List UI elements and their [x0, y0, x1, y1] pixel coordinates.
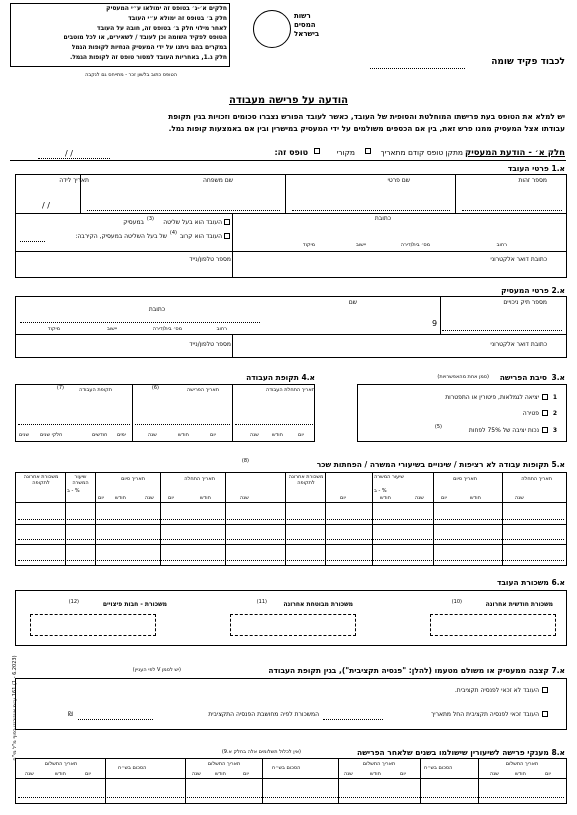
instruction-line-6: חלק ג.1, באחריות העובד למסור טופס זה לקופות הגמל.: [69, 54, 227, 61]
addressee-line: [370, 68, 465, 69]
instruction-line-1: חלקים א׳-ג׳ בטופס זה ימולאו ע״י המעסיק: [106, 5, 227, 12]
section-a7-note: (יש לסמן V לפי העניין): [132, 667, 181, 673]
last-name-field[interactable]: [87, 210, 280, 211]
relation-field[interactable]: [20, 241, 45, 242]
reason-2-checkbox[interactable]: [542, 410, 548, 416]
a8-year-3: שנה: [192, 771, 201, 777]
reason-2-num: 2: [552, 410, 557, 417]
a5-day-2: יום: [340, 495, 346, 501]
a8-year-2: שנה: [344, 771, 353, 777]
relative-label: העובד הוא קרוב: [179, 233, 222, 240]
a6-severance-label: משכורת - חבות פיצויים: [102, 601, 167, 608]
a4-period-ref: (7): [56, 385, 64, 391]
a5-day-1: יום: [441, 495, 447, 501]
a8-payment-date-3: תאריך התשלום: [207, 761, 241, 767]
a6-severance-field[interactable]: [30, 614, 156, 636]
a5-salary-label-2: משכורת אחרונה לתקופה: [23, 474, 59, 486]
a5-month-1: חודש: [470, 495, 481, 501]
a5-rate-unit-2: % - ב: [67, 488, 80, 494]
a4-period-years: שנים: [19, 432, 29, 438]
a5-rate-label-1: שיעור המשרה: [374, 474, 404, 480]
section-a1-title: א.1 פרטי העובד: [507, 164, 565, 173]
label-address: כתובת: [374, 215, 391, 222]
logo-text-3: בישראל: [294, 30, 320, 38]
corrects-date-field[interactable]: [38, 158, 110, 159]
label-city: יישוב: [355, 242, 366, 248]
a5-rate-label-2: שיעור המשרה: [72, 474, 89, 486]
a7-option2-salary-label: המשכורת לפיה מחושבת הפנסיה התקציבית: [208, 711, 319, 718]
label-id-number: מספר זהות: [518, 177, 547, 184]
reason-2-label: פטירה: [522, 410, 539, 417]
a8-payment-date-2: תאריך התשלום: [362, 761, 396, 767]
a4-period-days: ימים: [117, 432, 126, 438]
a4-start-day: יום: [298, 432, 304, 438]
original-label: מקורי: [336, 148, 355, 157]
a5-month-2: חודש: [380, 495, 391, 501]
a7-option1-checkbox[interactable]: [542, 687, 548, 693]
corrects-checkbox[interactable]: [365, 148, 371, 154]
a4-start-label: תאריך התחלת העבודה: [265, 387, 315, 393]
label-a2-email: כתובת דואר אלקטרוני: [490, 341, 547, 348]
relative-suffix: של בעל השליטה במעסיק, הקירבה:: [75, 233, 167, 240]
section-a8-note: (אין לכלול תשלומים אלה בחלק א.9): [221, 749, 301, 755]
label-deductions-file: מספר תיק ניכויים: [503, 299, 547, 306]
label-birth-date: תאריך לידה: [59, 177, 89, 184]
a8-year-1: שנה: [490, 771, 499, 777]
a4-start-field[interactable]: [235, 424, 313, 425]
label-a2-house: מס׳ בית/דירה: [152, 326, 182, 332]
label-first-name: שם פרטי: [387, 177, 410, 184]
section-a4-title: א.4 תקופת העבודה: [246, 373, 315, 382]
section-a8-title: א.8 מענקי פרישה לשיעורין שישולמו בשנים שלאחר הפרישה: [357, 748, 565, 757]
a6-last-insured-ref: (11): [256, 599, 267, 605]
a7-currency: ₪: [68, 711, 73, 718]
tax-authority-logo: [253, 10, 291, 48]
corrects-label: מתקן טופס קודם מתאריך: [380, 148, 463, 157]
instruction-line-4: הטופס לפקיד השומה וכן לעובד / לשאירים, או לכל מוטבים: [63, 34, 227, 41]
a6-last-insured-field[interactable]: [230, 614, 356, 636]
reason-3-ref: (5): [434, 424, 442, 430]
logo-text-2: המסים: [294, 21, 316, 29]
a5-month-3: חודש: [200, 495, 211, 501]
a5-row-3[interactable]: [18, 560, 564, 561]
a7-option1-label: העובד לא זכאי לפנסיה תקציבית.: [454, 687, 539, 694]
relative-ref: (4): [169, 230, 177, 236]
section-a2-title: א.2 פרטי המעסיק: [501, 286, 565, 295]
a4-retire-year: שנה: [148, 432, 157, 438]
a4-retire-field[interactable]: [135, 424, 230, 425]
corrects-date-mask: / /: [65, 149, 73, 158]
reason-1-num: 1: [552, 394, 557, 401]
label-a2-phone: מספר טלפון/נייד: [189, 341, 231, 348]
a5-day-3: יום: [168, 495, 174, 501]
birth-date-mask: / /: [42, 201, 50, 210]
label-phone: מספר טלפון/נייד: [189, 256, 231, 263]
a5-year-2: שנה: [415, 495, 424, 501]
a8-year-4: שנה: [25, 771, 34, 777]
section-a5-title: א.5 תקופות עבודה לא רציפות / שינויים בשיעורי המשרה / הפחתות שכר: [316, 460, 565, 469]
part-a-title: חלק א׳ - הודעת המעסיק: [465, 148, 565, 158]
a8-month-3: חודש: [215, 771, 226, 777]
a8-day-1: יום: [545, 771, 551, 777]
form-type-label: טופס זה:: [274, 148, 308, 157]
a5-month-4: חודש: [115, 495, 126, 501]
section-a2-box: [15, 296, 567, 358]
reason-1-checkbox[interactable]: [542, 394, 548, 400]
section-a7-box: [15, 678, 567, 730]
reason-3-label: נכות יציבה של 75% לפחות: [468, 427, 539, 434]
a4-period-field[interactable]: [18, 424, 130, 425]
a6-last-monthly-label: משכורת חודשית אחרונה: [485, 601, 553, 608]
a4-start-year: שנה: [250, 432, 259, 438]
part-a-underline: [10, 160, 566, 161]
label-last-name: שם משפחה: [202, 177, 233, 184]
a7-option2-checkbox[interactable]: [542, 711, 548, 717]
a7-salary-field[interactable]: [78, 719, 153, 720]
a4-retire-day: יום: [210, 432, 216, 438]
a7-option2-label: העובד זכאי לפנסיה תקציבית החל מתאריך: [431, 711, 539, 718]
a6-last-monthly-field[interactable]: [430, 614, 556, 636]
a8-day-4: יום: [85, 771, 91, 777]
label-employer-address: כתובת: [148, 306, 165, 313]
in-employer-label: במעסיק: [123, 219, 144, 226]
a8-month-4: חודש: [55, 771, 66, 777]
instruction-line-2: חלק ב׳ בטופס זה ימולא ע״י העובד: [128, 15, 227, 22]
a4-start-month: חודש: [272, 432, 283, 438]
a4-period-label: תקופת העבודה: [79, 387, 112, 393]
reason-1-label: יציאה לגמלאות, פיטורין או התפטרות: [445, 394, 539, 401]
a8-day-2: יום: [400, 771, 406, 777]
intro-line-1: יש למלא את הטופס בעת פרישתו המוחלטת והסופית של העובד, כאשר לעובד הפורש נצברו סכומים וזכויות בגין תקופת: [168, 112, 565, 121]
instruction-line-5: במקרים בהם ניתנו על ידי המעסיק הנחיות לקופות הגמל: [71, 44, 227, 51]
reason-3-num: 3: [552, 427, 557, 434]
a8-day-3: יום: [243, 771, 249, 777]
intro-line-2: עבודתו אצל המעסיק ממנו פרש זאת, בין אם הכספים משולמים על ידי המעסיק במישרין ובין אם באמצעות קופות גמל.: [168, 124, 565, 133]
deductions-file-field[interactable]: [442, 330, 562, 331]
a5-rate-unit-1: % - ב: [374, 488, 387, 494]
a5-row-2[interactable]: [18, 539, 564, 540]
a5-row-1[interactable]: [18, 519, 564, 520]
a8-payment-date-1: תאריך התשלום: [505, 761, 539, 767]
label-email: כתובת דואר אלקטרוני: [490, 256, 547, 263]
a8-month-1: חודש: [515, 771, 526, 777]
a5-year-3: שנה: [240, 495, 249, 501]
a4-retire-month: חודש: [178, 432, 189, 438]
section-a6-title: א.6 משכורת העובד: [496, 578, 565, 587]
label-house-no: מס׳ בית/דירה: [400, 242, 430, 248]
a4-retire-label: תאריך הפרישה: [187, 387, 219, 393]
label-zip: מיקוד: [302, 242, 315, 248]
section-a7-title: א.7 קצבה ממעסיק או משולם מטעמו (להלן: "פנסיה תקציבית"), בגין תקופת העבודה: [268, 666, 565, 675]
relative-checkbox[interactable]: [224, 233, 230, 239]
a5-end-label-2: תאריך סיום: [121, 476, 145, 482]
gender-note: הטופס כתוב בלשון זכר - מתייחס גם לנקבה: [85, 72, 177, 78]
a4-period-parts: חלקי שנים: [40, 432, 63, 438]
instruction-line-3: לאחר מילוי חלק ב׳ בטופס זה, חובה על העובד: [96, 25, 227, 32]
employer-address-field[interactable]: [20, 322, 260, 323]
a5-start-label-2: תאריך התחלה: [184, 476, 215, 482]
section-a3-subtitle: סיבת הפרישה: [499, 373, 547, 382]
label-street: רחוב: [496, 242, 507, 248]
a5-day-4: יום: [98, 495, 104, 501]
side-form-code: (6.2023 - 1) 161 ע״מ אינטרנט כפוף מ"ל מי"ח: [12, 655, 18, 761]
logo-text-1: רשות: [294, 12, 311, 20]
a5-year-4: שנה: [145, 495, 154, 501]
page-title: הודעה על פרישה מעבודה: [228, 95, 349, 106]
reason-3-checkbox[interactable]: [542, 427, 548, 433]
a8-amount-3: הסכום בש״ח: [118, 765, 147, 771]
addressee: לכבוד פקיד שומה: [491, 57, 565, 67]
a8-payment-date-4: תאריך התשלום: [44, 761, 78, 767]
a5-end-label-1: תאריך סיום: [453, 476, 477, 482]
a6-last-insured-label: משכורת מבוטחת אחרונה: [283, 601, 353, 608]
first-name-field[interactable]: [292, 210, 450, 211]
label-a2-zip: מיקוד: [47, 326, 60, 332]
a5-start-label-1: תאריך התחלה: [521, 476, 552, 482]
a7-start-date-field[interactable]: [323, 719, 383, 720]
a8-month-2: חודש: [370, 771, 381, 777]
file-prefix: 9: [432, 319, 438, 328]
a8-amount-2: הסכום בש״ח: [272, 765, 301, 771]
id-number-field[interactable]: [462, 210, 562, 211]
a8-amount-1: הסכום בש״ח: [424, 765, 453, 771]
section-a3-title: א.3: [551, 373, 565, 382]
controlling-ref: (3): [146, 216, 154, 222]
a5-salary-label-1: משכורת אחרונה לתקופה: [288, 474, 324, 486]
a6-last-monthly-ref: (10): [451, 599, 462, 605]
original-checkbox[interactable]: [314, 148, 320, 154]
a5-year-1: שנה: [515, 495, 524, 501]
controlling-owner-checkbox[interactable]: [224, 219, 230, 225]
a4-period-months: חודשים: [92, 432, 108, 438]
section-a1-box: [15, 174, 567, 278]
label-a2-street: רחוב: [216, 326, 227, 332]
a4-retire-ref: (6): [151, 385, 159, 391]
a8-row-1[interactable]: [18, 797, 564, 798]
controlling-owner-label: העובד הוא בעל שליטה: [163, 219, 222, 226]
label-a2-city: יישוב: [106, 326, 117, 332]
label-employer-name: שם: [348, 299, 357, 306]
a6-severance-ref: (12): [68, 599, 79, 605]
section-a3-note: (סמן אחת מהאפשרויות): [437, 374, 489, 380]
section-a5-ref: (8): [241, 458, 249, 464]
